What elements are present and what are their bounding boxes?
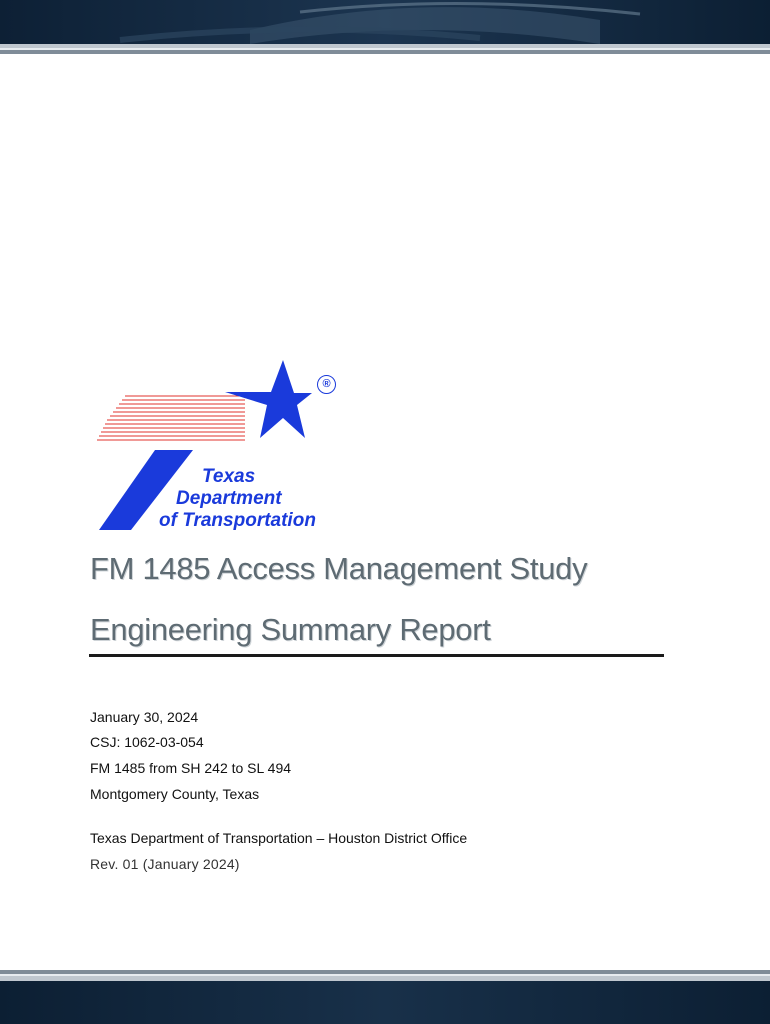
agency: Texas Department of Transportation – Houston District Office — [90, 830, 468, 846]
title-rule — [89, 654, 664, 657]
revision: Rev. 01 (January 2024) — [90, 856, 240, 872]
project-limits: FM 1485 from SH 242 to SL 494 — [90, 760, 292, 776]
csj-number: CSJ: 1062-03-054 — [90, 734, 204, 750]
logo-text-texas: Texas — [202, 466, 256, 487]
county: Montgomery County, Texas — [90, 786, 260, 802]
logo-text-department: Department — [176, 488, 282, 509]
report-title-line1: FM 1485 Access Management Study — [90, 551, 588, 586]
top-banner — [0, 0, 770, 54]
report-date: January 30, 2024 — [90, 709, 199, 725]
bottom-banner — [0, 970, 770, 1024]
logo-text-transportation: of Transportation — [159, 510, 316, 531]
report-title-line2: Engineering Summary Report — [90, 612, 491, 647]
registered-mark: ® — [317, 375, 336, 394]
